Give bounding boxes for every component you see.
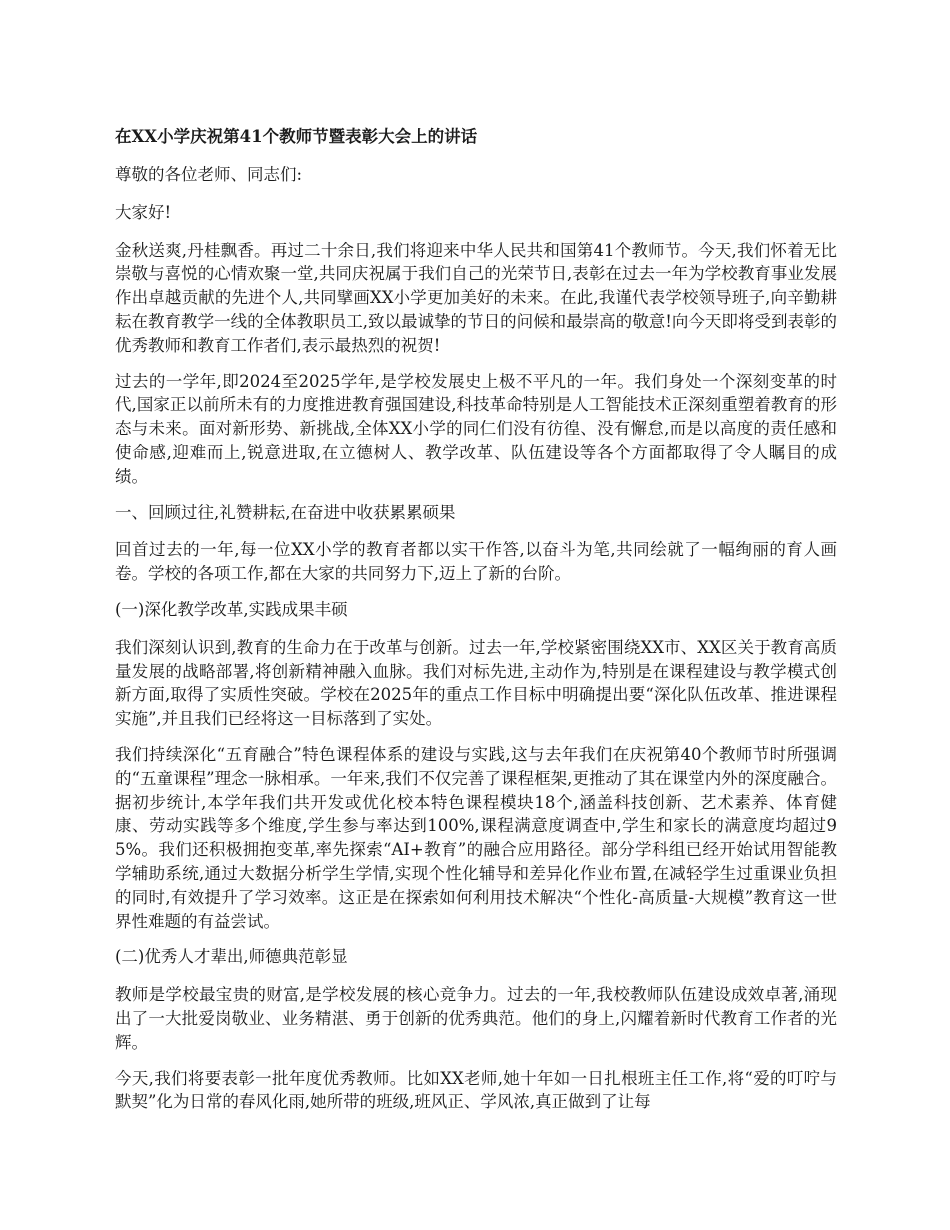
section-heading-1: 一、回顾过往,礼赞耕耘,在奋进中收获累累硕果 <box>115 502 456 522</box>
subsection-heading-2: (二)优秀人才辈出,师德典范彰显 <box>115 947 348 967</box>
paragraph-awards: 今天,我们将要表彰一批年度优秀教师。比如XX老师,她十年如一日扎根班主任工作,将“爱的叮咛与默契”化为日常的春风化雨,她所带的班级,班风正、学风浓,真正做到了让每 <box>115 1068 837 1112</box>
document-title: 在XX小学庆祝第41个教师节暨表彰大会上的讲话 <box>115 127 478 146</box>
salutation: 尊敬的各位老师、同志们: <box>115 165 303 184</box>
paragraph-past-year: 过去的一学年,即2024至2025学年,是学校发展史上极不平凡的一年。我们身处一个深刻变革的时代,国家正以前所未有的力度推进教育强国建设,科技革命特别是人工智能技术正深刻重塑着教育的形态与未来。面对新形势、新挑战,全体XX小学的同仁们没有彷徨、没有懈怠,而是以高度的责任感和使命感,迎难而上,锐意进取,在立德树人、教学改革、队伍建设等各个方面都取得了令人瞩目的成绩。 <box>115 371 837 486</box>
document-page <box>115 124 837 1126</box>
subsection-heading-1: (一)深化教学改革,实践成果丰硕 <box>115 599 348 619</box>
paragraph-teachers: 教师是学校最宝贵的财富,是学校发展的核心竞争力。过去的一年,我校教师队伍建设成效卓著,涌现出了一大批爱岗敬业、业务精湛、勇于创新的优秀典范。他们的身上,闪耀着新时代教育工作者的光辉。 <box>115 985 837 1052</box>
greeting: 大家好! <box>115 202 172 222</box>
paragraph-intro: 金秋送爽,丹桂飘香。再过二十余日,我们将迎来中华人民共和国第41个教师节。今天,我们怀着无比崇敬与喜悦的心情欢聚一堂,共同庆祝属于我们自己的光荣节日,表彰在过去一年为学校教育事业发展作出卓越贡献的先进个人,共同擘画XX小学更加美好的未来。在此,我谨代表学校领导班子,向辛勤耕耘在教育教学一线的全体教职员工,致以最诚挚的节日的问候和最崇高的敬意!向今天即将受到表彰的优秀教师和教育工作者们,表示最热烈的祝贺! <box>115 240 837 355</box>
paragraph-review: 回首过去的一年,每一位XX小学的教育者都以实干作答,以奋斗为笔,共同绘就了一幅绚丽的育人画卷。学校的各项工作,都在大家的共同努力下,迈上了新的台阶。 <box>115 540 837 584</box>
paragraph-curriculum: 我们持续深化“五育融合”特色课程体系的建设与实践,这与去年我们在庆祝第40个教师节时所强调的“五童课程”理念一脉相承。一年来,我们不仅完善了课程框架,更推动了其在课堂内外的深度融合。据初步统计,本学年我们共开发或优化校本特色课程模块18个,涵盖科技创新、艺术素养、体育健康、劳动实践等多个维度,学生参与率达到100%,课程满意度调查中,学生和家长的满意度均超过95%。我们还积极拥抱变革,率先探索“AI+教育”的融合应用路径。部分学科组已经开始试用智能教学辅助系统,通过大数据分析学生学情,实现个性化辅导和差异化作业布置,在减轻学生过重课业负担的同时,有效提升了学习效率。这正是在探索如何利用技术解决“个性化-高质量-大规模”教育这一世界性难题的有益尝试。 <box>115 744 837 931</box>
paragraph-reform: 我们深刻认识到,教育的生命力在于改革与创新。过去一年,学校紧密围绕XX市、XX区关于教育高质量发展的战略部署,将创新精神融入血脉。我们对标先进,主动作为,特别是在课程建设与教学模式创新方面,取得了实质性突破。学校在2025年的重点工作目标中明确提出要“深化队伍改革、推进课程实施”,并且我们已经将这一目标落到了实处。 <box>115 637 837 729</box>
